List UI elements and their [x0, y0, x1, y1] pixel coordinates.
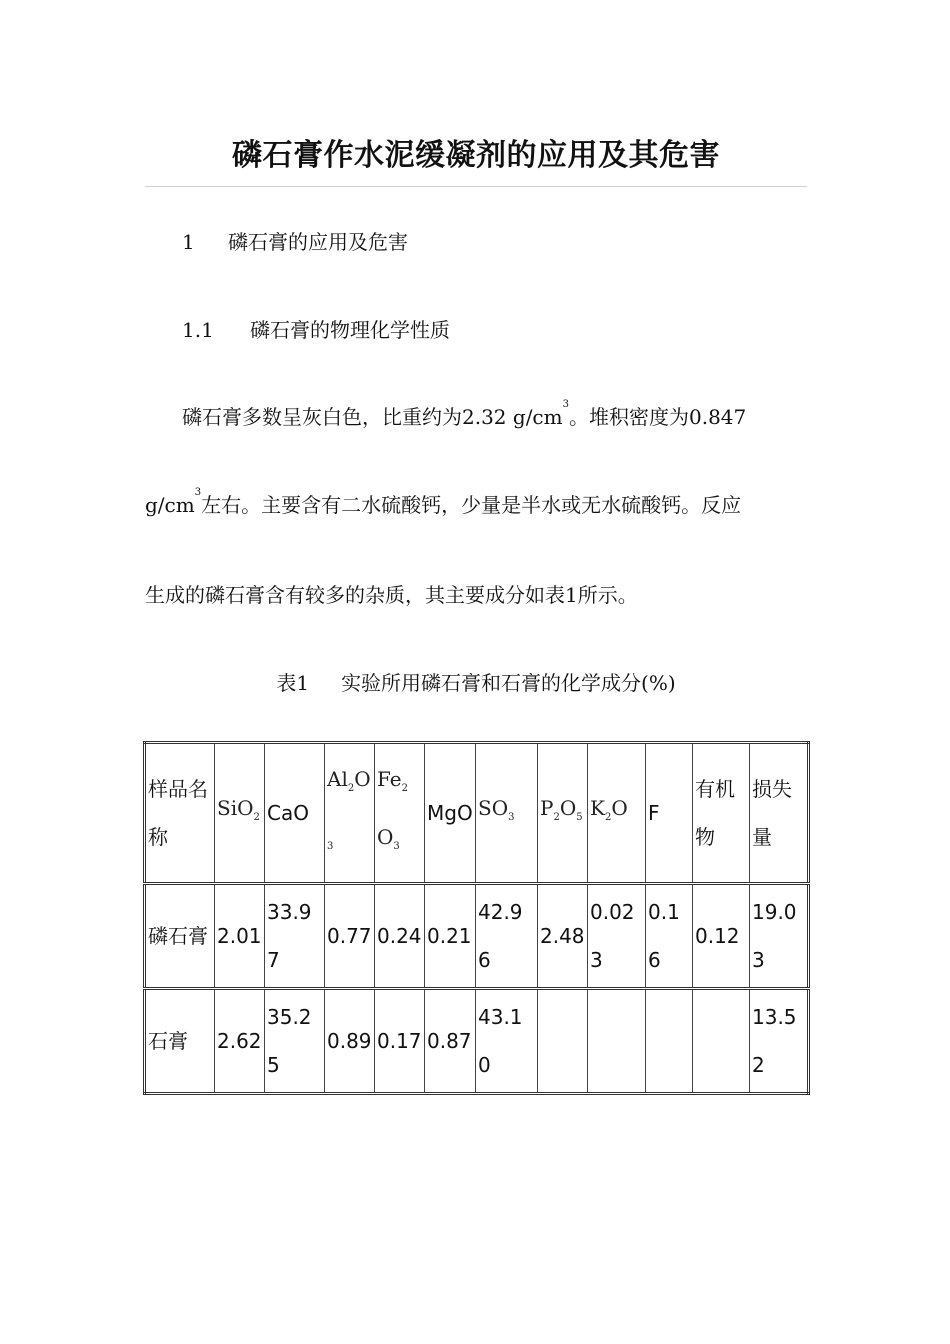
table-cell: 2.01	[215, 884, 265, 989]
table-caption-text: 实验所用磷石膏和石膏的化学成分(%)	[341, 671, 676, 695]
header-so3: $SO_3$	[476, 743, 538, 884]
composition-table	[143, 741, 810, 1095]
table-cell: 19.03	[750, 884, 809, 989]
section-heading-1-1	[182, 314, 450, 343]
header-p2o5: $P_2O_5$	[538, 743, 588, 884]
table-cell: 0.023	[588, 884, 646, 989]
header-al2o3: $Al_2O_3$	[325, 743, 375, 884]
section-number: 1	[182, 230, 195, 254]
table-cell: 0.87	[425, 989, 476, 1094]
table-caption	[145, 667, 807, 696]
table-cell	[588, 989, 646, 1094]
table-cell: 2.48	[538, 884, 588, 989]
header-loss: 损失量	[750, 743, 809, 884]
section-heading-1	[182, 226, 408, 255]
section-title: 磷石膏的物理化学性质	[250, 318, 450, 342]
page-title: 磷石膏作水泥缓凝剂的应用及其危害	[232, 138, 720, 173]
header-organic: 有机物	[693, 743, 750, 884]
header-mgo: MgO	[425, 743, 476, 884]
table-cell: 0.21	[425, 884, 476, 989]
paragraph-line-2: $g/cm^3$左右。主要含有二水硫酸钙，少量是半水或无水硫酸钙。反应	[145, 487, 742, 517]
table-cell	[538, 989, 588, 1094]
table-cell: 35.25	[265, 989, 325, 1094]
section-number: 1.1	[182, 318, 214, 342]
title-divider	[145, 186, 807, 187]
header-fe2o3: $Fe_2O_3$	[375, 743, 425, 884]
table-cell: 0.24	[375, 884, 425, 989]
row-label: 石膏	[145, 989, 215, 1094]
header-f: F	[646, 743, 693, 884]
header-k2o: $K_2O$	[588, 743, 646, 884]
table-cell: 13.52	[750, 989, 809, 1094]
section-title: 磷石膏的应用及危害	[228, 230, 408, 254]
table-cell	[693, 989, 750, 1094]
table-row	[145, 884, 809, 989]
superscript: 3	[194, 487, 202, 498]
table-cell: 42.96	[476, 884, 538, 989]
row-label: 磷石膏	[145, 884, 215, 989]
table-cell	[646, 989, 693, 1094]
paragraph-line-3: 生成的磷石膏含有较多的杂质，其主要成分如表1所示。	[145, 583, 638, 607]
header-sio2: SiO$_2$	[215, 743, 265, 884]
paragraph-line-1: 磷石膏多数呈灰白色，比重约为2.32 $g/cm^3$。堆积密度为0.847	[182, 399, 747, 429]
table-cell: 0.17	[375, 989, 425, 1094]
header-sample: 样品名称	[145, 743, 215, 884]
table-cell: 0.12	[693, 884, 750, 989]
table-cell: 0.77	[325, 884, 375, 989]
table-cell: 43.10	[476, 989, 538, 1094]
table-header-row	[145, 743, 809, 884]
table-cell: 0.16	[646, 884, 693, 989]
header-cao: CaO	[265, 743, 325, 884]
table-cell: 2.62	[215, 989, 265, 1094]
table-cell: 0.89	[325, 989, 375, 1094]
superscript: 3	[562, 399, 569, 410]
table-cell: 33.97	[265, 884, 325, 989]
table-row	[145, 989, 809, 1094]
table-number: 表1	[276, 671, 310, 695]
